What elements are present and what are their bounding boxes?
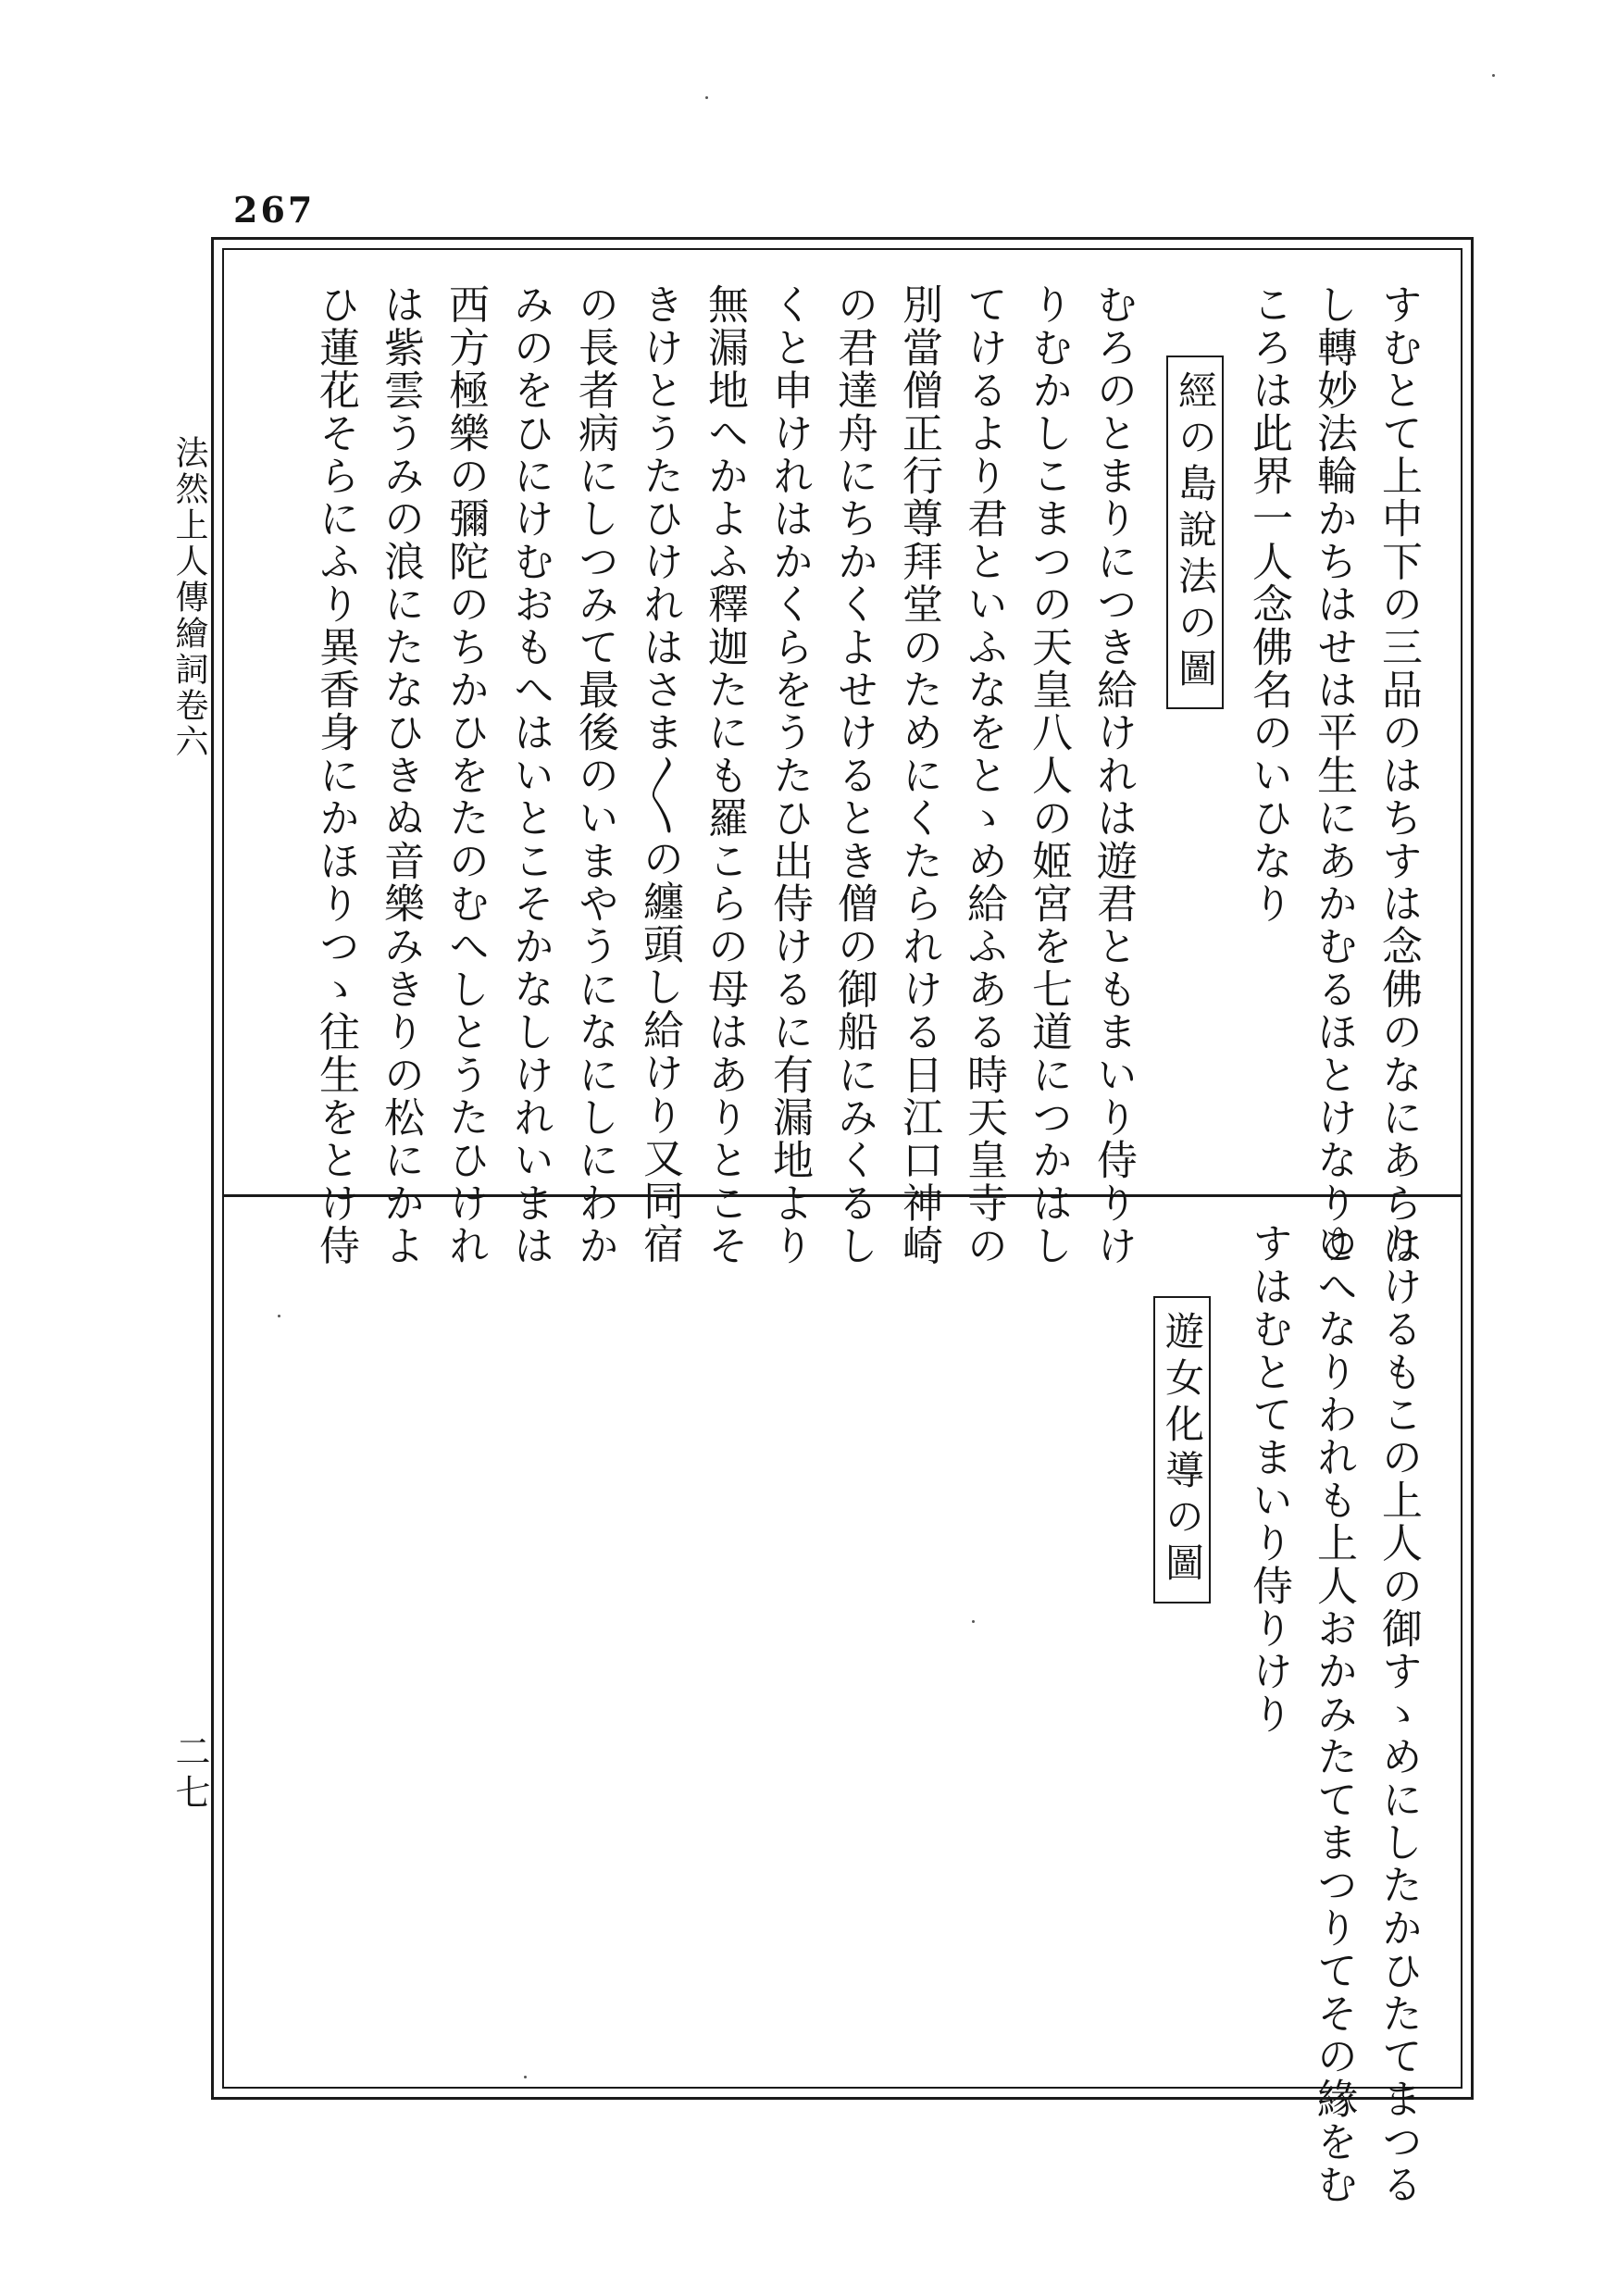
- folio-number: 二七: [169, 1733, 210, 1815]
- text-column: の君達舟にちかくよせけるとき僧の御船にみくるし: [830, 283, 877, 1267]
- text-column: 別當僧正行尊拜堂のためにくたられける日江口神崎: [895, 283, 942, 1267]
- text-column: ひ蓮花そらにふり異香身にかほりつゝ往生をとけ侍: [312, 283, 359, 1267]
- illustration-caption: 遊女化導の圖: [1153, 1296, 1211, 1603]
- scan-speck: [705, 96, 708, 99]
- text-column: し轉妙法輪かちはせは平生にあかむるほとけなりこ: [1310, 283, 1357, 1267]
- page-number: 267: [233, 189, 316, 231]
- text-column: くと申けれはかくらをうたひ出侍けるに有漏地より: [765, 283, 813, 1267]
- text-column: ころは此界一人念佛名のいひなり: [1245, 283, 1292, 925]
- text-column: てけるより君といふなをとゝめ給ふある時天皇寺の: [960, 283, 1007, 1267]
- scan-speck: [524, 2076, 527, 2078]
- text-column: 西方極樂の彌陀のちかひをたのむへしとうたひけれ: [442, 283, 489, 1267]
- text-column: きけとうたひけれはさま〳〵の纏頭し給けり又同宿: [636, 283, 683, 1266]
- scan-speck: [278, 1315, 280, 1317]
- scan-speck: [972, 1620, 975, 1623]
- illustration-caption: 經の島說法の圖: [1166, 356, 1224, 709]
- scan-speck: [1492, 74, 1495, 77]
- text-column: むろのとまりにつき給けれは遊君ともまいり侍りけ: [1089, 283, 1137, 1267]
- text-column: 無漏地へかよふ釋迦たにも羅こらの母はありとこそ: [701, 283, 748, 1267]
- text-column: の長者病にしつみて最後のいまやうになにしにわか: [571, 283, 618, 1267]
- text-column: みのをひにけむおもへはいとこそかなしけれいまは: [506, 283, 554, 1267]
- text-column: りけるもこの上人の御すゝめにしたかひたてまつる: [1375, 1222, 1422, 2206]
- text-column: りむかしこまつの天皇八人の姬宮を七道につかはし: [1025, 283, 1072, 1267]
- text-column: は紫雲うみの浪にたなひきぬ音樂みきりの松にかよ: [377, 283, 424, 1267]
- text-column: すはむとてまいり侍りけり: [1245, 1222, 1292, 1736]
- text-column: ゆへなりわれも上人おかみたてまつりてその緣をむ: [1310, 1222, 1357, 2206]
- text-column: すむとて上中下の三品のはちすは念佛のなにあらは: [1375, 283, 1422, 1267]
- book-title: 法然上人傳繪詞卷六: [170, 435, 208, 760]
